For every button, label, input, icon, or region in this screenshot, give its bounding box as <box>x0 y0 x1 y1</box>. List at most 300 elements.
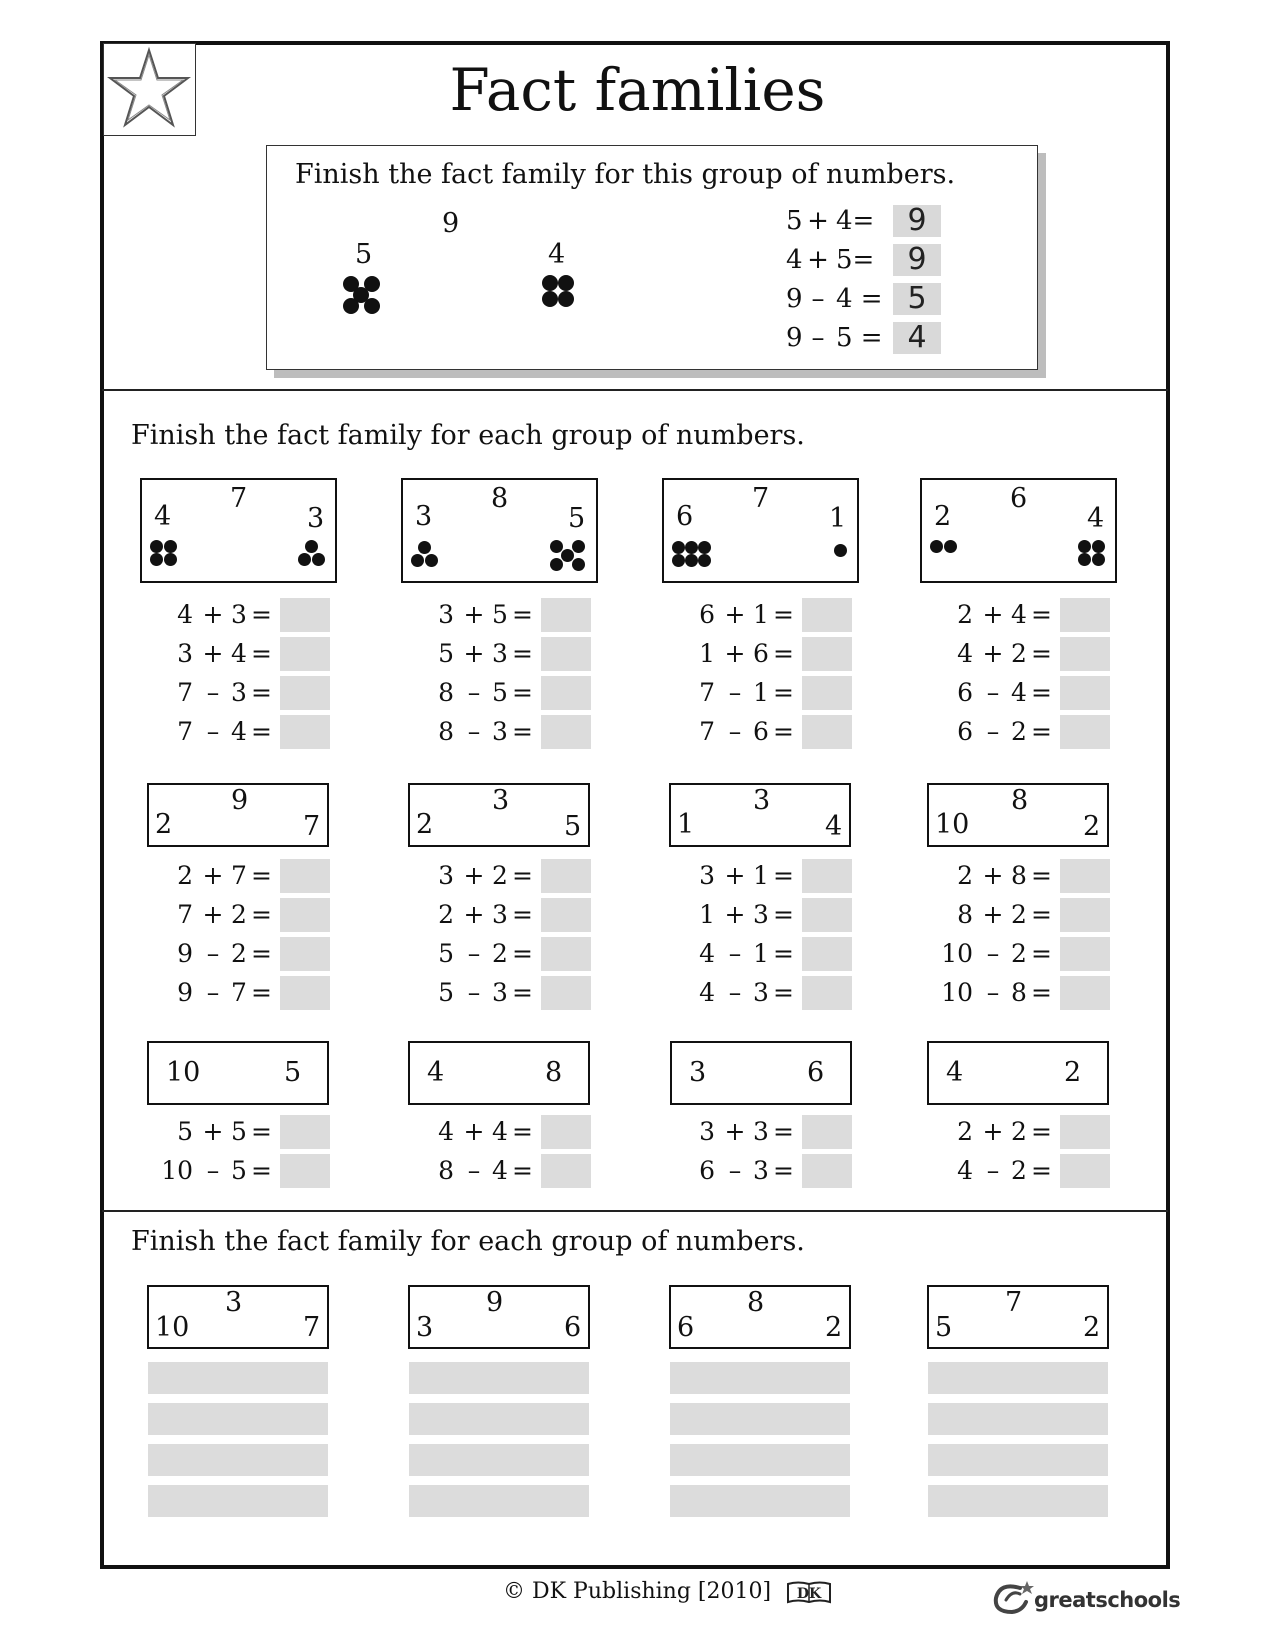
left-number: 2 <box>416 809 434 840</box>
left-number: 6 <box>677 1312 695 1343</box>
equation-equals: = <box>773 639 794 668</box>
equation-operand: 4 <box>231 639 247 668</box>
equation-operand: 8 <box>1011 861 1027 890</box>
equation-operand: 3 <box>438 861 454 890</box>
equation-operand: 5 <box>492 678 508 707</box>
answer-line[interactable] <box>409 1444 589 1476</box>
equation-operator: – <box>467 678 481 707</box>
equation-equals: = <box>512 978 533 1007</box>
example-instruction: Finish the fact family for this group of numbers. <box>295 159 956 190</box>
equation-operator: + <box>202 861 224 890</box>
equation-equals: = <box>251 1117 272 1146</box>
left-number: 10 <box>155 1312 190 1343</box>
equation-equals: = <box>773 717 794 746</box>
answer-box[interactable] <box>280 715 330 749</box>
equation-operand: 9 <box>786 323 803 353</box>
example-dot <box>364 298 380 314</box>
equation-equals: = <box>512 639 533 668</box>
equation-operand: 3 <box>753 1156 769 1185</box>
answer-line[interactable] <box>409 1403 589 1435</box>
equation-equals: = <box>512 717 533 746</box>
equation-equals: = <box>512 861 533 890</box>
right-number: 5 <box>284 1057 302 1088</box>
right-number: 2 <box>1083 1312 1101 1343</box>
equation-operand: 1 <box>699 900 715 929</box>
answer-line[interactable] <box>928 1403 1108 1435</box>
equation-operator: – <box>206 678 220 707</box>
equation-operand: 7 <box>231 978 247 1007</box>
equation-operand: 9 <box>177 978 193 1007</box>
equation-operand: 8 <box>438 678 454 707</box>
equation-operand: 2 <box>492 861 508 890</box>
example-answer: 4 <box>893 322 941 354</box>
answer-box[interactable] <box>541 598 591 632</box>
answer-box[interactable] <box>280 937 330 971</box>
equation-operand: 2 <box>231 900 247 929</box>
left-group-dot <box>685 541 698 554</box>
answer-box[interactable] <box>280 1154 330 1188</box>
answer-box[interactable] <box>541 976 591 1010</box>
equation-operand: 4 <box>1011 600 1027 629</box>
equation-operand: 7 <box>699 717 715 746</box>
equation-operator: + <box>202 600 224 629</box>
equation-operand: 3 <box>753 900 769 929</box>
equation-operator: + <box>807 245 829 275</box>
equation-operand: 6 <box>699 600 715 629</box>
equation-equals: = <box>512 1117 533 1146</box>
equation-operand: 5 <box>438 939 454 968</box>
equation-operand: 3 <box>753 978 769 1007</box>
equation-operator: + <box>982 639 1004 668</box>
total-number: 9 <box>486 1287 504 1318</box>
section2-instruction: Finish the fact family for each group of numbers. <box>131 420 805 451</box>
answer-box[interactable] <box>1060 1115 1110 1149</box>
answer-box[interactable] <box>541 898 591 932</box>
equation-equals: = <box>1031 600 1052 629</box>
right-group-dot <box>834 544 847 557</box>
equation-operator: + <box>463 900 485 929</box>
equation-operand: 2 <box>177 861 193 890</box>
total-number: 8 <box>1011 785 1029 816</box>
equation-equals: = <box>1031 1117 1052 1146</box>
left-number: 10 <box>935 809 970 840</box>
equation-equals: = <box>773 1117 794 1146</box>
equation-operand: 2 <box>1011 939 1027 968</box>
equation-equals: = <box>251 939 272 968</box>
equation-operand: 3 <box>492 900 508 929</box>
answer-box[interactable] <box>280 676 330 710</box>
equation-operand: 6 <box>699 1156 715 1185</box>
answer-box[interactable] <box>802 859 852 893</box>
left-group-dot <box>164 553 177 566</box>
right-group-dot <box>312 553 325 566</box>
left-group-dot <box>930 540 943 553</box>
equation-operand: 4 <box>492 1156 508 1185</box>
equation-operand: 7 <box>699 678 715 707</box>
left-number: 4 <box>427 1057 445 1088</box>
answer-line[interactable] <box>670 1362 850 1394</box>
equation-operand: 3 <box>699 861 715 890</box>
right-number: 7 <box>303 1312 321 1343</box>
equation-operator: + <box>724 900 746 929</box>
equation-operand: 10 <box>161 1156 193 1185</box>
right-group-dot <box>1092 553 1105 566</box>
left-number: 4 <box>154 501 172 532</box>
equation-equals: = <box>1031 861 1052 890</box>
right-number: 4 <box>825 811 843 842</box>
equation-operand: 8 <box>957 900 973 929</box>
equation-equals: = <box>1031 717 1052 746</box>
right-number: 1 <box>829 503 847 534</box>
equation-operand: 7 <box>231 861 247 890</box>
answer-line[interactable] <box>928 1485 1108 1517</box>
answer-box[interactable] <box>541 715 591 749</box>
answer-box[interactable] <box>541 1115 591 1149</box>
left-group-dot <box>698 541 711 554</box>
equation-operator: + <box>463 639 485 668</box>
equation-operator: – <box>467 1156 481 1185</box>
total-number: 9 <box>231 785 249 816</box>
equation-operand: 4 <box>957 639 973 668</box>
equation-equals: = <box>251 1156 272 1185</box>
equation-operator: – <box>811 284 825 314</box>
equation-operand: 4 <box>231 717 247 746</box>
answer-line[interactable] <box>148 1403 328 1435</box>
equation-operator: – <box>467 978 481 1007</box>
greatschools-logo-icon <box>990 1580 1034 1616</box>
equation-operand: 7 <box>177 678 193 707</box>
equation-operand: 2 <box>438 900 454 929</box>
equation-operand: 2 <box>1011 717 1027 746</box>
left-group-dot <box>672 554 685 567</box>
equation-operand: 5 <box>492 600 508 629</box>
equation-operand: 5 <box>438 639 454 668</box>
equation-operand: 5 <box>438 978 454 1007</box>
right-number: 5 <box>564 811 582 842</box>
answer-box[interactable] <box>541 859 591 893</box>
equation-equals: = <box>251 900 272 929</box>
equation-operand: 1 <box>753 678 769 707</box>
equation-operand: 2 <box>1011 1117 1027 1146</box>
equation-equals: = <box>512 600 533 629</box>
answer-line[interactable] <box>409 1362 589 1394</box>
equation-operator: – <box>986 939 1000 968</box>
answer-line[interactable] <box>670 1444 850 1476</box>
left-number: 3 <box>689 1057 707 1088</box>
svg-text:DK: DK <box>796 1586 822 1602</box>
equation-operator: + <box>724 639 746 668</box>
example-left: 5 <box>355 239 373 270</box>
right-number: 7 <box>303 811 321 842</box>
answer-box[interactable] <box>1060 676 1110 710</box>
example-right: 4 <box>548 239 566 270</box>
example-dot <box>343 298 359 314</box>
equation-operand: 3 <box>438 600 454 629</box>
equation-operand: 2 <box>957 861 973 890</box>
equation-equals: = <box>512 1156 533 1185</box>
right-group-dot <box>298 553 311 566</box>
equation-operand: 4 <box>699 939 715 968</box>
answer-box[interactable] <box>280 898 330 932</box>
equation-equals: = <box>773 600 794 629</box>
equation-operator: – <box>728 939 742 968</box>
equation-equals: = <box>512 939 533 968</box>
left-group-dot <box>150 540 163 553</box>
equation-operand: 5 <box>231 1117 247 1146</box>
equation-operator: + <box>202 1117 224 1146</box>
example-dot <box>542 275 558 291</box>
equation-equals: = <box>1031 900 1052 929</box>
equation-operator: + <box>982 600 1004 629</box>
page-title: Fact families <box>449 56 826 124</box>
equation-operand: 6 <box>957 678 973 707</box>
answer-line[interactable] <box>409 1485 589 1517</box>
right-group-dot <box>1092 540 1105 553</box>
answer-box[interactable] <box>802 598 852 632</box>
right-group-dot <box>1078 553 1091 566</box>
answer-box[interactable] <box>280 637 330 671</box>
equation-operand: 3 <box>177 639 193 668</box>
answer-box[interactable] <box>541 637 591 671</box>
equation-operator: – <box>467 939 481 968</box>
greatschools-brand: greatschools <box>1034 1588 1181 1612</box>
answer-box[interactable] <box>802 1154 852 1188</box>
equation-operand: 4 <box>1011 678 1027 707</box>
answer-box[interactable] <box>802 637 852 671</box>
answer-box[interactable] <box>802 715 852 749</box>
answer-box[interactable] <box>280 859 330 893</box>
equation-operand: 5 = <box>836 323 883 353</box>
answer-line[interactable] <box>928 1444 1108 1476</box>
total-number: 8 <box>747 1287 765 1318</box>
equation-equals: = <box>1031 978 1052 1007</box>
equation-equals: = <box>773 939 794 968</box>
equation-equals: = <box>251 639 272 668</box>
equation-operand: 2 <box>1011 900 1027 929</box>
copyright-text: © DK Publishing [2010] <box>503 1579 772 1604</box>
equation-equals: = <box>773 1156 794 1185</box>
right-number: 5 <box>568 503 586 534</box>
answer-line[interactable] <box>148 1444 328 1476</box>
answer-box[interactable] <box>280 1115 330 1149</box>
equation-operand: 5= <box>836 245 875 275</box>
answer-box[interactable] <box>541 937 591 971</box>
equation-operator: – <box>728 717 742 746</box>
equation-operand: 4 <box>492 1117 508 1146</box>
right-group-dot <box>572 540 585 553</box>
equation-operator: + <box>724 1117 746 1146</box>
answer-box[interactable] <box>1060 976 1110 1010</box>
answer-box[interactable] <box>1060 598 1110 632</box>
equation-operator: + <box>807 206 829 236</box>
answer-box[interactable] <box>802 937 852 971</box>
equation-operator: – <box>986 1156 1000 1185</box>
equation-equals: = <box>1031 639 1052 668</box>
answer-box[interactable] <box>541 676 591 710</box>
equation-equals: = <box>251 978 272 1007</box>
equation-equals: = <box>512 900 533 929</box>
equation-operator: – <box>728 978 742 1007</box>
equation-operand: 6 <box>753 717 769 746</box>
example-dot <box>558 291 574 307</box>
total-number: 7 <box>752 483 770 514</box>
equation-operator: – <box>467 717 481 746</box>
example-dot <box>558 275 574 291</box>
equation-operator: – <box>811 323 825 353</box>
section-divider <box>102 389 1168 391</box>
equation-operand: 8 <box>438 717 454 746</box>
right-group-dot <box>572 558 585 571</box>
equation-operand: 4 = <box>836 284 883 314</box>
equation-equals: = <box>251 600 272 629</box>
total-number: 3 <box>492 785 510 816</box>
left-number: 4 <box>946 1057 964 1088</box>
equation-operand: 10 <box>941 939 973 968</box>
equation-operand: 7 <box>177 900 193 929</box>
equation-operand: 5 <box>177 1117 193 1146</box>
right-number: 8 <box>545 1057 563 1088</box>
equation-operand: 2 <box>1011 1156 1027 1185</box>
left-number: 3 <box>415 501 433 532</box>
answer-box[interactable] <box>802 976 852 1010</box>
equation-operator: – <box>206 939 220 968</box>
equation-operand: 7 <box>177 717 193 746</box>
left-group-dot <box>944 540 957 553</box>
left-number: 3 <box>416 1312 434 1343</box>
equation-operand: 3 <box>492 639 508 668</box>
right-number: 3 <box>307 503 325 534</box>
equation-operator: – <box>206 717 220 746</box>
equation-equals: = <box>251 861 272 890</box>
equation-equals: = <box>773 861 794 890</box>
equation-operand: 4= <box>836 206 875 236</box>
equation-operand: 5 <box>231 1156 247 1185</box>
equation-operand: 3 <box>753 1117 769 1146</box>
right-number: 2 <box>1064 1057 1082 1088</box>
equation-operand: 6 <box>753 639 769 668</box>
equation-operand: 4 <box>438 1117 454 1146</box>
equation-operand: 1 <box>753 861 769 890</box>
left-number: 2 <box>934 501 952 532</box>
equation-operand: 9 <box>177 939 193 968</box>
right-number: 4 <box>1087 503 1105 534</box>
equation-operator: + <box>724 861 746 890</box>
equation-equals: = <box>773 978 794 1007</box>
answer-box[interactable] <box>541 1154 591 1188</box>
equation-operator: + <box>202 900 224 929</box>
left-group-dot <box>698 554 711 567</box>
equation-operand: 8 <box>1011 978 1027 1007</box>
example-total: 9 <box>442 208 460 239</box>
equation-operand: 3 <box>231 600 247 629</box>
answer-box[interactable] <box>280 976 330 1010</box>
equation-operator: + <box>463 600 485 629</box>
equation-operand: 10 <box>941 978 973 1007</box>
answer-line[interactable] <box>670 1485 850 1517</box>
equation-operand: 2 <box>492 939 508 968</box>
section3-instruction: Finish the fact family for each group of numbers. <box>131 1226 805 1257</box>
example-answer: 9 <box>893 244 941 276</box>
right-group-dot <box>550 558 563 571</box>
equation-equals: = <box>251 678 272 707</box>
equation-equals: = <box>1031 939 1052 968</box>
answer-box[interactable] <box>1060 859 1110 893</box>
right-number: 2 <box>825 1312 843 1343</box>
total-number: 6 <box>1010 483 1028 514</box>
answer-box[interactable] <box>1060 637 1110 671</box>
left-group-dot <box>425 554 438 567</box>
equation-operator: + <box>982 861 1004 890</box>
answer-box[interactable] <box>1060 937 1110 971</box>
equation-operand: 4 <box>177 600 193 629</box>
equation-operator: + <box>724 600 746 629</box>
answer-line[interactable] <box>148 1362 328 1394</box>
answer-box[interactable] <box>1060 1154 1110 1188</box>
left-group-dot <box>685 554 698 567</box>
equation-operator: – <box>728 1156 742 1185</box>
answer-box[interactable] <box>280 598 330 632</box>
equation-equals: = <box>512 678 533 707</box>
example-answer: 9 <box>893 205 941 237</box>
left-number: 6 <box>676 501 694 532</box>
answer-box[interactable] <box>802 898 852 932</box>
answer-box[interactable] <box>802 1115 852 1149</box>
answer-box[interactable] <box>802 676 852 710</box>
total-number: 7 <box>1005 1287 1023 1318</box>
equation-operator: + <box>982 1117 1004 1146</box>
equation-operand: 1 <box>753 939 769 968</box>
equation-operand: 3 <box>231 678 247 707</box>
right-group-dot <box>1078 540 1091 553</box>
equation-equals: = <box>1031 1156 1052 1185</box>
example-answer: 5 <box>893 283 941 315</box>
left-group-dot <box>672 541 685 554</box>
answer-box[interactable] <box>1060 715 1110 749</box>
equation-operator: + <box>463 861 485 890</box>
equation-operand: 1 <box>753 600 769 629</box>
answer-line[interactable] <box>148 1485 328 1517</box>
equation-operator: – <box>206 1156 220 1185</box>
equation-equals: = <box>1031 678 1052 707</box>
total-number: 3 <box>225 1287 243 1318</box>
equation-operand: 4 <box>786 245 803 275</box>
answer-line[interactable] <box>928 1362 1108 1394</box>
dk-logo-icon <box>786 1580 832 1604</box>
equation-equals: = <box>773 678 794 707</box>
right-group-dot <box>305 540 318 553</box>
answer-box[interactable] <box>1060 898 1110 932</box>
right-number: 6 <box>564 1312 582 1343</box>
equation-operator: – <box>728 678 742 707</box>
left-number: 1 <box>677 809 695 840</box>
equation-operand: 8 <box>438 1156 454 1185</box>
answer-line[interactable] <box>670 1403 850 1435</box>
section-divider <box>102 1210 1168 1212</box>
equation-equals: = <box>773 900 794 929</box>
equation-operator: + <box>202 639 224 668</box>
left-number: 5 <box>935 1312 953 1343</box>
right-number: 2 <box>1083 811 1101 842</box>
equation-operator: – <box>206 978 220 1007</box>
equation-operand: 1 <box>699 639 715 668</box>
total-number: 3 <box>753 785 771 816</box>
equation-operand: 9 <box>786 284 803 314</box>
equation-operand: 4 <box>699 978 715 1007</box>
equation-operator: + <box>982 900 1004 929</box>
total-number: 8 <box>491 483 509 514</box>
equation-operand: 2 <box>957 600 973 629</box>
equation-operand: 3 <box>699 1117 715 1146</box>
